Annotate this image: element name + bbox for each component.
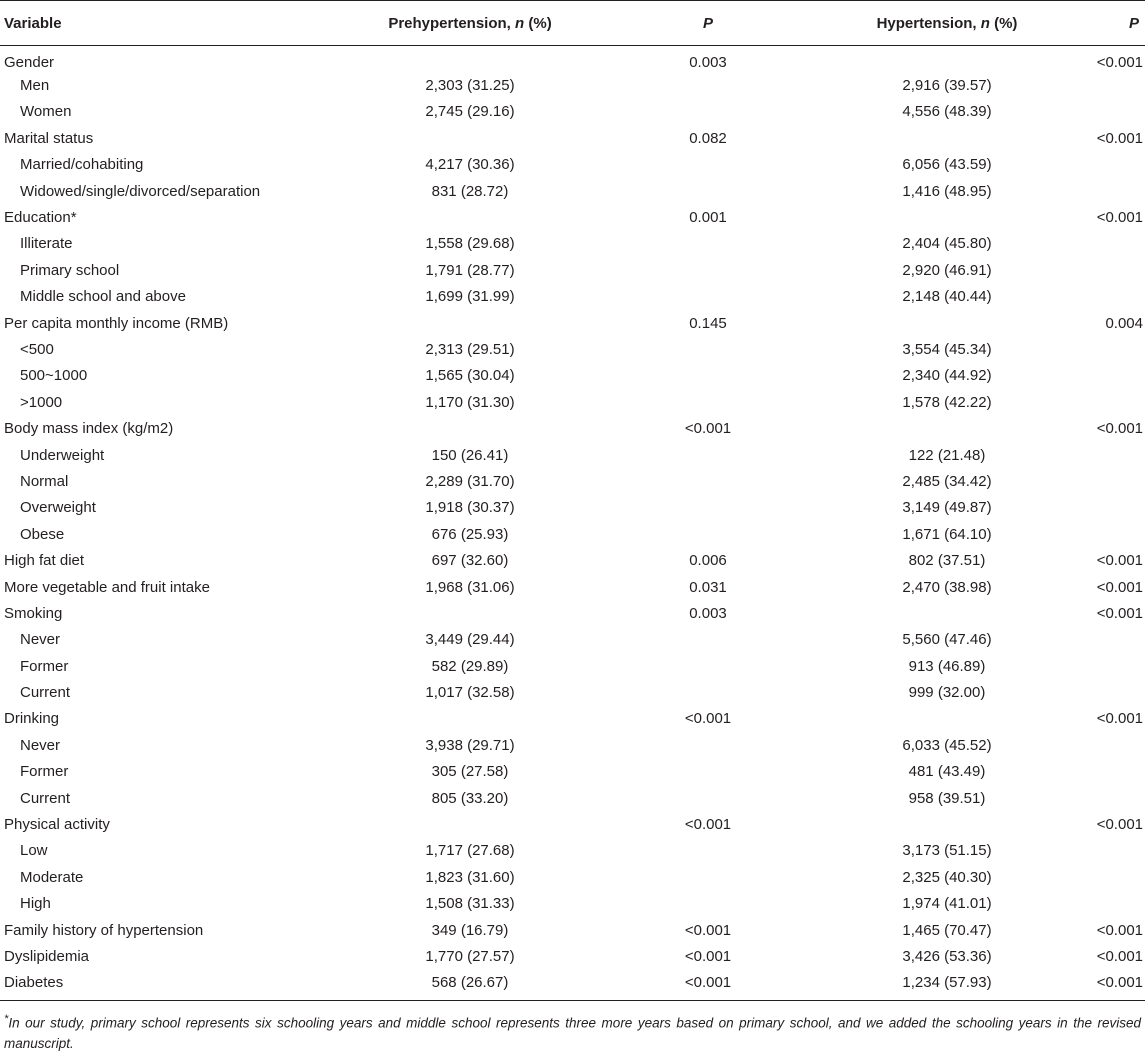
cell-prehypertension: 805 (33.20): [431, 789, 509, 807]
cell-p-hypertension: <0.001: [1096, 578, 1143, 596]
cell-variable: Normal: [20, 472, 69, 490]
cell-variable: Body mass index (kg/m2): [4, 420, 174, 438]
cell-prehypertension: 3,938 (29.71): [425, 736, 515, 754]
footnote-mark: *: [4, 1013, 9, 1026]
table-row: [0, 811, 1145, 837]
cell-prehypertension: 1,508 (31.33): [425, 895, 515, 913]
cell-prehypertension: 150 (26.41): [431, 446, 509, 464]
cell-variable: 500~1000: [20, 367, 88, 385]
cell-hypertension: 2,470 (38.98): [902, 578, 992, 596]
cell-variable: Primary school: [20, 261, 120, 279]
cell-hypertension: 3,149 (49.87): [902, 499, 992, 517]
cell-p-prehypertension: [630, 468, 780, 494]
cell-p-hypertension: <0.001: [1054, 970, 1145, 1001]
cell-prehypertension: [300, 125, 630, 151]
table-row: [0, 547, 1145, 573]
header-p-prehypertension: [630, 1, 780, 46]
cell-p-prehypertension: [630, 653, 780, 679]
table-row: [0, 152, 1145, 178]
cell-p-prehypertension: [630, 838, 780, 864]
cell-prehypertension: 697 (32.60): [431, 552, 509, 570]
table-row: [0, 679, 1145, 705]
table-row: [0, 706, 1145, 732]
table-row: [0, 284, 1145, 310]
cell-hypertension: [780, 46, 1054, 73]
cell-hypertension: 913 (46.89): [908, 657, 986, 675]
cell-p-hypertension: [1054, 627, 1145, 653]
cell-p-hypertension: [1054, 231, 1145, 257]
table-row: [0, 785, 1145, 811]
cell-hypertension: 999 (32.00): [908, 684, 986, 702]
cell-p-hypertension: [1054, 178, 1145, 204]
cell-hypertension: 481 (43.49): [908, 763, 986, 781]
cell-variable: Former: [20, 763, 69, 781]
table-header: [0, 1, 1145, 46]
cell-hypertension: 1,416 (48.95): [902, 182, 992, 200]
cell-prehypertension: 1,565 (30.04): [425, 367, 515, 385]
cell-p-hypertension: <0.001: [1096, 604, 1143, 622]
cell-prehypertension: 1,017 (32.58): [425, 684, 515, 702]
cell-hypertension: [780, 204, 1054, 230]
cell-prehypertension: 2,745 (29.16): [425, 103, 515, 121]
table-row: [0, 891, 1145, 917]
cell-variable: >1000: [20, 393, 63, 411]
cell-p-prehypertension: 0.145: [689, 314, 727, 332]
table-row: [0, 99, 1145, 125]
cell-prehypertension: 2,303 (31.25): [425, 77, 515, 95]
cell-prehypertension: 831 (28.72): [431, 182, 509, 200]
table-row: [0, 627, 1145, 653]
cell-prehypertension: 1,791 (28.77): [425, 261, 515, 279]
cell-hypertension: 802 (37.51): [908, 552, 986, 570]
cell-prehypertension: 2,313 (29.51): [425, 340, 515, 358]
cell-variable: Low: [20, 842, 48, 860]
table-row: [0, 310, 1145, 336]
cell-hypertension: 1,465 (70.47): [902, 921, 992, 939]
cell-p-hypertension: [1054, 152, 1145, 178]
cell-variable: Per capita monthly income (RMB): [4, 314, 229, 332]
cell-p-hypertension: [1054, 495, 1145, 521]
cell-p-prehypertension: [630, 627, 780, 653]
cell-p-prehypertension: [630, 284, 780, 310]
cell-p-prehypertension: [630, 732, 780, 758]
cell-variable: Drinking: [4, 710, 60, 728]
cell-prehypertension: [300, 706, 630, 732]
cell-p-prehypertension: <0.001: [630, 970, 780, 1001]
table-row: [0, 72, 1145, 98]
table-row: [0, 495, 1145, 521]
cell-hypertension: 3,426 (53.36): [902, 947, 992, 965]
table-row: [0, 231, 1145, 257]
cell-p-prehypertension: [630, 72, 780, 98]
table-row: [0, 442, 1145, 468]
cell-variable: Moderate: [20, 868, 84, 886]
cell-p-hypertension: 0.004: [1105, 314, 1143, 332]
cell-prehypertension: 4,217 (30.36): [425, 156, 515, 174]
cell-hypertension: [780, 600, 1054, 626]
cell-p-prehypertension: 0.001: [689, 209, 727, 227]
cell-prehypertension: [300, 46, 630, 73]
cell-hypertension: 3,173 (51.15): [902, 842, 992, 860]
cell-variable: Education*: [4, 209, 77, 227]
cell-p-prehypertension: [630, 336, 780, 362]
header-pre-n: n: [515, 14, 525, 32]
cell-hypertension: [780, 706, 1054, 732]
table-row: [0, 178, 1145, 204]
table-row: [0, 970, 1145, 1001]
cell-p-prehypertension: [630, 231, 780, 257]
cell-p-prehypertension: [630, 389, 780, 415]
cell-p-hypertension: <0.001: [1096, 420, 1143, 438]
cell-hypertension: 1,578 (42.22): [902, 393, 992, 411]
cell-prehypertension: 1,699 (31.99): [425, 288, 515, 306]
header-p2-label: P: [1128, 14, 1139, 32]
cell-p-hypertension: [1054, 257, 1145, 283]
cell-p-prehypertension: <0.001: [684, 816, 732, 834]
cell-hypertension: 958 (39.51): [908, 789, 986, 807]
cell-hypertension: [780, 415, 1054, 441]
cell-p-hypertension: <0.001: [1096, 816, 1143, 834]
cell-p-prehypertension: [630, 257, 780, 283]
table-row: [0, 389, 1145, 415]
header-hyp-suffix: (%): [989, 14, 1018, 32]
table-row: [0, 336, 1145, 362]
cell-hypertension: 1,974 (41.01): [902, 895, 992, 913]
cell-p-prehypertension: [630, 495, 780, 521]
cell-hypertension: 2,340 (44.92): [902, 367, 992, 385]
cell-p-hypertension: <0.001: [1096, 921, 1143, 939]
table-row: [0, 759, 1145, 785]
cell-p-hypertension: [1054, 389, 1145, 415]
cell-p-prehypertension: [630, 521, 780, 547]
cell-variable: High fat diet: [4, 552, 85, 570]
cell-hypertension: [780, 310, 1054, 336]
cell-hypertension: 122 (21.48): [908, 446, 986, 464]
cell-prehypertension: 1,770 (27.57): [425, 947, 515, 965]
cell-p-hypertension: <0.001: [1096, 129, 1143, 147]
table-row: [0, 917, 1145, 943]
cell-p-prehypertension: [630, 442, 780, 468]
cell-p-hypertension: [1054, 521, 1145, 547]
cell-prehypertension: 582 (29.89): [431, 657, 509, 675]
cell-prehypertension: [300, 310, 630, 336]
header-pre-suffix: (%): [524, 14, 552, 32]
cell-prehypertension: 1,558 (29.68): [425, 235, 515, 253]
cell-p-hypertension: [1054, 363, 1145, 389]
cell-p-prehypertension: 0.003: [689, 53, 727, 71]
table-row: [0, 125, 1145, 151]
cell-p-hypertension: <0.001: [1096, 53, 1143, 71]
cell-hypertension: 2,916 (39.57): [902, 77, 992, 95]
table-row: [0, 257, 1145, 283]
header-p-hypertension: [1054, 1, 1145, 46]
cell-variable: High: [20, 895, 51, 913]
cell-variable: Current: [20, 684, 71, 702]
table-row: [0, 574, 1145, 600]
cell-p-hypertension: [1054, 891, 1145, 917]
cell-prehypertension: 1,717 (27.68): [425, 842, 515, 860]
footnote-text: In our study, primary school represents six schooling years and middle school represents three more years based on primary school, and we added the schooling years in the revised manuscript.: [4, 1015, 1141, 1051]
cell-p-hypertension: <0.001: [1096, 552, 1143, 570]
cell-variable: Physical activity: [4, 816, 110, 834]
cell-hypertension: 1,234 (57.93): [780, 970, 1054, 1001]
cell-hypertension: [780, 811, 1054, 837]
cell-variable: Gender: [4, 53, 55, 71]
cell-hypertension: 2,485 (34.42): [902, 472, 992, 490]
cell-p-prehypertension: 0.031: [689, 578, 727, 596]
cell-p-prehypertension: [630, 363, 780, 389]
cell-hypertension: 3,554 (45.34): [902, 340, 992, 358]
cell-p-prehypertension: <0.001: [684, 921, 732, 939]
cell-p-prehypertension: [630, 785, 780, 811]
cell-p-prehypertension: <0.001: [684, 947, 732, 965]
cell-p-prehypertension: [630, 759, 780, 785]
cell-variable: Women: [20, 103, 72, 121]
cell-variable: Smoking: [4, 604, 63, 622]
cell-p-hypertension: [1054, 759, 1145, 785]
cell-hypertension: 6,033 (45.52): [902, 736, 992, 754]
cell-variable: Middle school and above: [20, 288, 186, 306]
table-row: [0, 415, 1145, 441]
cell-p-hypertension: [1054, 336, 1145, 362]
cell-p-prehypertension: 0.006: [689, 552, 727, 570]
header-hypertension: [780, 1, 1054, 46]
table-row: [0, 732, 1145, 758]
cell-variable: More vegetable and fruit intake: [4, 578, 210, 596]
cell-p-prehypertension: [630, 891, 780, 917]
header-variable: Variable: [0, 1, 300, 46]
cell-variable: Illiterate: [20, 235, 73, 253]
cell-p-hypertension: <0.001: [1096, 710, 1143, 728]
cell-prehypertension: [300, 600, 630, 626]
cell-variable: Diabetes: [0, 970, 300, 1001]
cell-variable: Current: [20, 789, 71, 807]
table-footnote: [0, 1001, 1145, 1054]
header-row: [0, 1, 1145, 46]
cell-prehypertension: 2,289 (31.70): [425, 472, 515, 490]
cell-p-hypertension: [1054, 72, 1145, 98]
cell-p-hypertension: [1054, 679, 1145, 705]
header-hyp-prefix: Hypertension,: [876, 14, 981, 32]
cell-variable: Never: [20, 736, 61, 754]
cell-hypertension: 2,920 (46.91): [902, 261, 992, 279]
table-row: [0, 521, 1145, 547]
table-row: [0, 204, 1145, 230]
cell-prehypertension: 568 (26.67): [300, 970, 630, 1001]
cell-hypertension: 2,325 (40.30): [902, 868, 992, 886]
table-row: [0, 46, 1145, 73]
cell-p-prehypertension: [630, 864, 780, 890]
cell-p-hypertension: <0.001: [1096, 209, 1143, 227]
cell-hypertension: 2,404 (45.80): [902, 235, 992, 253]
table-row: [0, 600, 1145, 626]
cell-hypertension: 2,148 (40.44): [902, 288, 992, 306]
cell-prehypertension: 1,918 (30.37): [425, 499, 515, 517]
table-row: [0, 943, 1145, 969]
header-prehypertension: [300, 1, 630, 46]
cell-variable: Men: [20, 77, 50, 95]
cell-prehypertension: 1,968 (31.06): [425, 578, 515, 596]
cell-hypertension: 5,560 (47.46): [902, 631, 992, 649]
cell-p-hypertension: [1054, 468, 1145, 494]
cell-variable: Widowed/single/divorced/separation: [20, 182, 261, 200]
cell-p-hypertension: <0.001: [1096, 947, 1143, 965]
cell-variable: Former: [20, 657, 69, 675]
cell-variable: Never: [20, 631, 61, 649]
cell-hypertension: [780, 125, 1054, 151]
cell-p-prehypertension: 0.003: [689, 604, 727, 622]
cell-p-hypertension: [1054, 838, 1145, 864]
cell-variable: Marital status: [4, 129, 94, 147]
cell-p-prehypertension: [630, 178, 780, 204]
cell-p-hypertension: [1054, 732, 1145, 758]
cell-p-hypertension: [1054, 442, 1145, 468]
table-body: [0, 46, 1145, 1001]
table-row: [0, 864, 1145, 890]
cell-variable: Married/cohabiting: [20, 156, 144, 174]
cell-prehypertension: 349 (16.79): [431, 921, 509, 939]
cell-variable: Family history of hypertension: [4, 921, 204, 939]
cell-p-prehypertension: [630, 99, 780, 125]
cell-prehypertension: 1,823 (31.60): [425, 868, 515, 886]
cell-p-prehypertension: [630, 152, 780, 178]
cell-prehypertension: [300, 811, 630, 837]
cell-p-prehypertension: <0.001: [684, 710, 732, 728]
header-hyp-n: n: [980, 14, 990, 32]
cell-variable: Obese: [20, 525, 65, 543]
cell-prehypertension: 305 (27.58): [431, 763, 509, 781]
table-row: [0, 653, 1145, 679]
cell-p-hypertension: [1054, 785, 1145, 811]
cell-prehypertension: 3,449 (29.44): [425, 631, 515, 649]
cell-p-hypertension: [1054, 284, 1145, 310]
cell-p-hypertension: [1054, 99, 1145, 125]
table-row: [0, 838, 1145, 864]
cell-variable: Dyslipidemia: [4, 947, 90, 965]
cell-p-prehypertension: 0.082: [689, 129, 727, 147]
table-row: [0, 468, 1145, 494]
cell-p-hypertension: [1054, 653, 1145, 679]
cell-hypertension: 6,056 (43.59): [902, 156, 992, 174]
cell-variable: <500: [20, 340, 54, 358]
header-p1-label: P: [702, 14, 713, 32]
cell-p-prehypertension: [630, 679, 780, 705]
cell-variable: Overweight: [20, 499, 96, 517]
cell-hypertension: 1,671 (64.10): [902, 525, 992, 543]
cell-p-hypertension: [1054, 864, 1145, 890]
cell-prehypertension: 1,170 (31.30): [425, 393, 515, 411]
cell-variable: Underweight: [20, 446, 105, 464]
cell-prehypertension: [300, 415, 630, 441]
cell-prehypertension: 676 (25.93): [431, 525, 509, 543]
table-row: [0, 363, 1145, 389]
header-pre-prefix: Prehypertension,: [388, 14, 516, 32]
cell-prehypertension: [300, 204, 630, 230]
cell-p-prehypertension: <0.001: [684, 420, 732, 438]
cell-hypertension: 4,556 (48.39): [902, 103, 992, 121]
